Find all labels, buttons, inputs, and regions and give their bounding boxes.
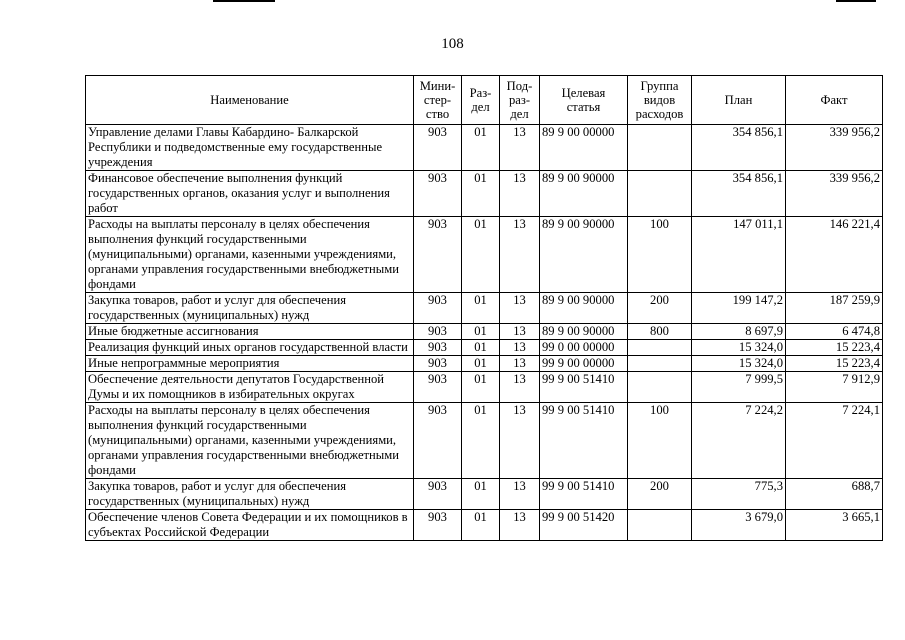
row-name: Расходы на выплаты персоналу в целях обеспечения выполнения функций государственными (муниципальными) органами, казенными учреждениями, органами управления государственными внебюджетными фондами: [86, 217, 414, 293]
row-name: Обеспечение членов Совета Федерации и их помощников в субъектах Российской Федерации: [86, 510, 414, 541]
row-group: [628, 340, 692, 356]
row-target: 99 9 00 51410: [540, 403, 628, 479]
row-subsection: 13: [500, 324, 540, 340]
col-header-ministry: Мини- стер- ство: [414, 76, 462, 125]
row-ministry: 903: [414, 510, 462, 541]
row-group: [628, 125, 692, 171]
row-section: 01: [462, 510, 500, 541]
row-fact: 7 912,9: [786, 372, 883, 403]
row-section: 01: [462, 171, 500, 217]
table-row: [86, 510, 883, 541]
row-ministry: 903: [414, 356, 462, 372]
row-fact: 15 223,4: [786, 356, 883, 372]
row-subsection: 13: [500, 479, 540, 510]
row-subsection: 13: [500, 217, 540, 293]
row-subsection: 13: [500, 340, 540, 356]
table-row: [86, 356, 883, 372]
row-fact: 3 665,1: [786, 510, 883, 541]
row-section: 01: [462, 293, 500, 324]
row-subsection: 13: [500, 171, 540, 217]
row-name: Расходы на выплаты персоналу в целях обеспечения выполнения функций государственными (муниципальными) органами, казенными учреждениями, органами управления государственными внебюджетными фондами: [86, 403, 414, 479]
row-subsection: 13: [500, 356, 540, 372]
row-ministry: 903: [414, 125, 462, 171]
row-ministry: 903: [414, 324, 462, 340]
row-target: 89 9 00 00000: [540, 125, 628, 171]
table-row: [86, 403, 883, 479]
row-name: Иные непрограммные мероприятия: [86, 356, 414, 372]
table-row: [86, 125, 883, 171]
row-group: 200: [628, 479, 692, 510]
row-section: 01: [462, 125, 500, 171]
col-header-plan: План: [692, 76, 786, 125]
row-subsection: 13: [500, 372, 540, 403]
row-plan: 354 856,1: [692, 171, 786, 217]
row-plan: 354 856,1: [692, 125, 786, 171]
row-name: Иные бюджетные ассигнования: [86, 324, 414, 340]
row-group: 100: [628, 403, 692, 479]
row-section: 01: [462, 372, 500, 403]
row-subsection: 13: [500, 293, 540, 324]
row-plan: 15 324,0: [692, 340, 786, 356]
row-name: Закупка товаров, работ и услуг для обеспечения государственных (муниципальных) нужд: [86, 293, 414, 324]
row-ministry: 903: [414, 372, 462, 403]
row-fact: 146 221,4: [786, 217, 883, 293]
row-section: 01: [462, 217, 500, 293]
row-ministry: 903: [414, 340, 462, 356]
table-row: [86, 293, 883, 324]
table-row: [86, 217, 883, 293]
row-section: 01: [462, 324, 500, 340]
row-plan: 3 679,0: [692, 510, 786, 541]
table-header-row: [86, 76, 883, 125]
row-section: 01: [462, 340, 500, 356]
row-target: 99 9 00 00000: [540, 356, 628, 372]
row-target: 99 9 00 51420: [540, 510, 628, 541]
row-fact: 339 956,2: [786, 125, 883, 171]
row-name: Реализация функций иных органов государственной власти: [86, 340, 414, 356]
col-header-name: Наименование: [86, 76, 414, 125]
row-group: 100: [628, 217, 692, 293]
row-target: 89 9 00 90000: [540, 324, 628, 340]
row-ministry: 903: [414, 293, 462, 324]
row-plan: 7 999,5: [692, 372, 786, 403]
table-row: [86, 479, 883, 510]
page-number: 108: [441, 36, 464, 52]
col-header-target: Целевая статья: [540, 76, 628, 125]
row-name: Управление делами Главы Кабардино- Балкарской Республики и подведомственные ему государственные учреждения: [86, 125, 414, 171]
row-subsection: 13: [500, 510, 540, 541]
row-group: 200: [628, 293, 692, 324]
table-row: [86, 171, 883, 217]
row-section: 01: [462, 403, 500, 479]
row-name: Обеспечение деятельности депутатов Государственной Думы и их помощников в избирательных округах: [86, 372, 414, 403]
row-plan: 8 697,9: [692, 324, 786, 340]
row-plan: 147 011,1: [692, 217, 786, 293]
col-header-subsection: Под- раз- дел: [500, 76, 540, 125]
row-target: 99 9 00 51410: [540, 479, 628, 510]
row-ministry: 903: [414, 403, 462, 479]
row-ministry: 903: [414, 171, 462, 217]
row-plan: 15 324,0: [692, 356, 786, 372]
row-name: Закупка товаров, работ и услуг для обеспечения государственных (муниципальных) нужд: [86, 479, 414, 510]
col-header-fact: Факт: [786, 76, 883, 125]
row-section: 01: [462, 356, 500, 372]
scan-mark-left: [213, 0, 275, 2]
row-fact: 7 224,1: [786, 403, 883, 479]
table-row: [86, 324, 883, 340]
row-target: 99 0 00 00000: [540, 340, 628, 356]
row-subsection: 13: [500, 125, 540, 171]
row-target: 89 9 00 90000: [540, 217, 628, 293]
row-fact: 15 223,4: [786, 340, 883, 356]
table-row: [86, 340, 883, 356]
row-group: [628, 171, 692, 217]
row-fact: 339 956,2: [786, 171, 883, 217]
row-target: 89 9 00 90000: [540, 171, 628, 217]
row-group: [628, 510, 692, 541]
row-name: Финансовое обеспечение выполнения функций государственных органов, оказания услуг и выполнения работ: [86, 171, 414, 217]
row-plan: 199 147,2: [692, 293, 786, 324]
col-header-group: Группа видов расходов: [628, 76, 692, 125]
row-ministry: 903: [414, 217, 462, 293]
budget-table: [85, 75, 883, 541]
row-fact: 688,7: [786, 479, 883, 510]
row-plan: 775,3: [692, 479, 786, 510]
row-target: 99 9 00 51410: [540, 372, 628, 403]
row-group: 800: [628, 324, 692, 340]
row-plan: 7 224,2: [692, 403, 786, 479]
scan-mark-right: [836, 0, 876, 2]
row-section: 01: [462, 479, 500, 510]
row-fact: 187 259,9: [786, 293, 883, 324]
row-subsection: 13: [500, 403, 540, 479]
row-target: 89 9 00 90000: [540, 293, 628, 324]
row-group: [628, 356, 692, 372]
row-fact: 6 474,8: [786, 324, 883, 340]
row-group: [628, 372, 692, 403]
table-row: [86, 372, 883, 403]
row-ministry: 903: [414, 479, 462, 510]
col-header-section: Раз- дел: [462, 76, 500, 125]
